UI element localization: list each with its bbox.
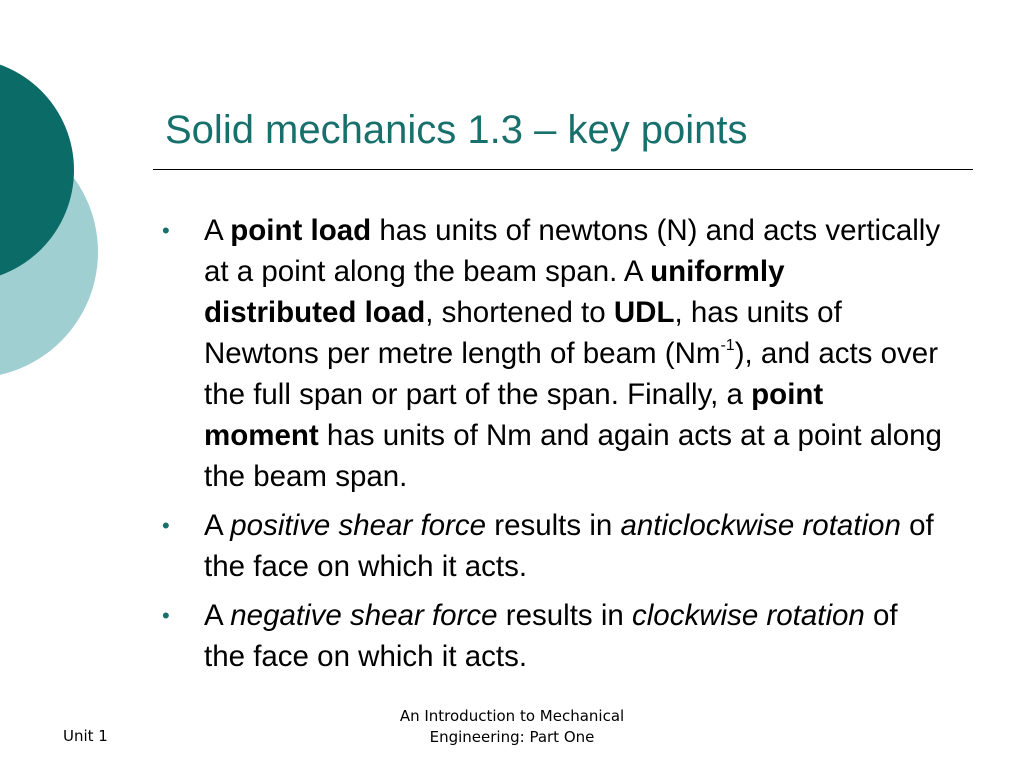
slide-title: Solid mechanics 1.3 – key points <box>165 108 748 152</box>
text-run: results in <box>497 599 632 632</box>
footer-line: Engineering: Part One <box>429 728 595 746</box>
bullet-negative-shear <box>162 595 942 677</box>
footer-unit: Unit 1 <box>63 727 108 745</box>
italic-term: positive shear force <box>230 509 487 542</box>
text-run: , has units of Newtons per metre length of beam (Nm <box>204 296 842 370</box>
bullet-point-load <box>162 210 942 497</box>
text-run: A <box>204 599 231 632</box>
text-run: has units of Nm and again acts at a point along the beam span. <box>204 419 942 493</box>
bold-term: uniformly distributed load <box>204 255 785 329</box>
footer-course-title <box>352 706 672 748</box>
text-run: ), and acts over the full span or part of the span. Finally, a <box>204 337 939 411</box>
italic-term: negative shear force <box>230 599 498 632</box>
bullet-positive-shear <box>162 505 942 587</box>
text-run: of the face on which it acts. <box>204 599 898 673</box>
bold-term: point moment <box>204 378 824 452</box>
superscript: -1 <box>720 337 735 355</box>
decorative-circles <box>0 0 120 420</box>
bold-term: UDL <box>613 296 675 329</box>
footer-line: An Introduction to Mechanical <box>399 707 625 725</box>
text-run: A <box>204 214 231 247</box>
italic-term: clockwise rotation <box>632 599 865 632</box>
text-run: has units of newtons (N) and acts vertically at a point along the beam span. A <box>204 214 941 288</box>
title-divider <box>153 169 973 170</box>
bold-term: point load <box>230 214 372 247</box>
text-run: of the face on which it acts. <box>204 509 934 583</box>
bullet-icon: • <box>162 513 170 538</box>
bullet-icon: • <box>162 603 170 628</box>
bullet-icon: • <box>162 218 170 243</box>
text-run: results in <box>486 509 621 542</box>
italic-term: anticlockwise rotation <box>620 509 901 542</box>
text-run: A <box>204 509 231 542</box>
bullet-list <box>162 210 942 685</box>
text-run: , shortened to <box>425 296 614 329</box>
